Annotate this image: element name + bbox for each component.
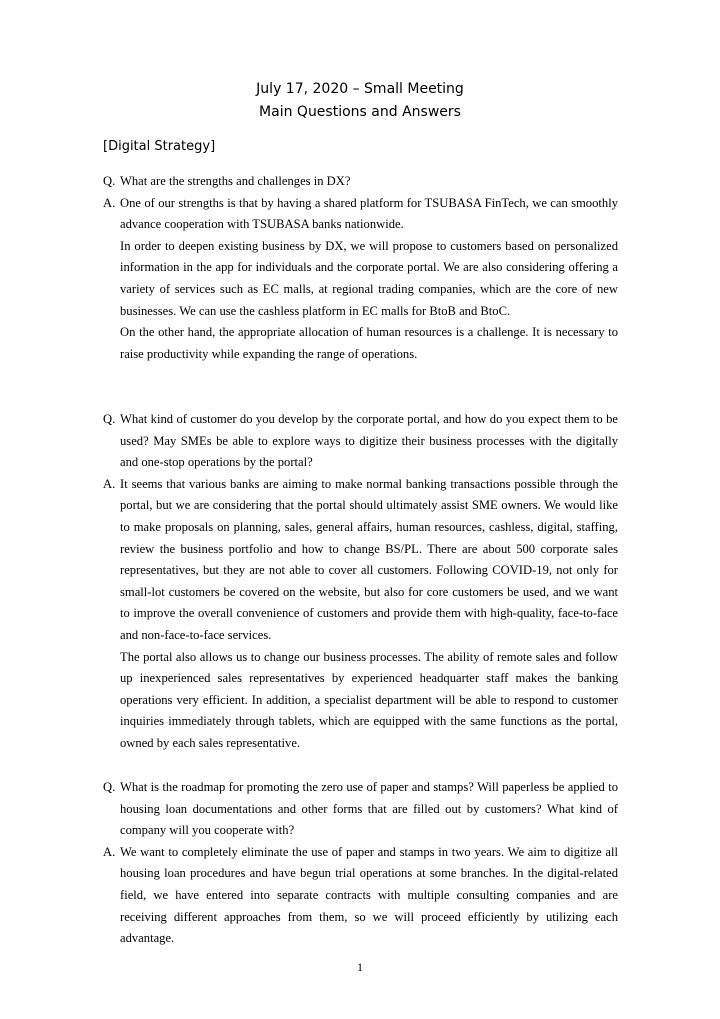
question-2	[103, 409, 618, 474]
qa-block-1	[103, 171, 618, 365]
answer-paragraph: In order to deepen existing business by DX, we will propose to customers based on personalized information in the app for individuals and the corporate portal. We are also considering offering a variety of services such as EC malls, at regional trading companies, which are the core of new businesses. We can use the cashless platform in EC malls for BtoB and BtoC.	[120, 238, 618, 318]
qa-block-3	[103, 777, 618, 950]
answer-paragraph: On the other hand, the appropriate allocation of human resources is a challenge. It is necessary to raise productivity while expanding the range of operations.	[120, 325, 618, 361]
question-text: What are the strengths and challenges in DX?	[120, 174, 351, 188]
answer-label: A.	[103, 195, 116, 210]
page-number: 1	[357, 960, 363, 974]
answer-paragraph: The portal also allows us to change our business processes. The ability of remote sales and follow up inexperienced sales representatives by experienced headquarter staff makes the banking operations very efficient. In addition, a specialist department will be able to respond to customer inquiries immediately through tablets, which are equipped with the same functions as the portal, owned by each sales representative.	[120, 649, 618, 750]
answer-paragraph: It seems that various banks are aiming to make normal banking transactions possible through the portal, but we are considering that the portal should ultimately assist SME owners. We would like to make proposals on planning, sales, general affairs, human resources, cashless, digital, staffing, review the business portfolio and how to change BS/PL. There are about 500 corporate sales representatives, but they are not able to cover all customers. Following COVID-19, not only for small-lot customers be covered on the website, but also for core customers be used, and we want to improve the overall convenience of customers and provide them with high-quality, face-to-face and non-face-to-face services.	[120, 476, 618, 642]
qa-block-2	[103, 409, 618, 755]
answer-label: A.	[103, 476, 116, 491]
answer-label: A.	[103, 844, 116, 859]
answer-paragraph: We want to completely eliminate the use of paper and stamps in two years. We aim to digitize all housing loan procedures and have begun trial operations at some branches. In the digital-related field, we have entered into separate contracts with multiple consulting companies and are receiving different approaches from them, so we will proceed efficiently by utilizing each advantage.	[120, 844, 618, 946]
document-title-line-2: Main Questions and Answers	[259, 104, 461, 120]
question-text: What is the roadmap for promoting the zero use of paper and stamps? Will paperless be applied to housing loan documentations and other forms that are filled out by customers? What kind of company will you cooperate with?	[120, 780, 618, 838]
question-text: What kind of customer do you develop by the corporate portal, and how do you expect them to be used? May SMEs be able to explore ways to digitize their business processes with the digitally and one-stop operations by the portal?	[120, 412, 618, 470]
question-label: Q.	[103, 174, 116, 188]
section-heading: [Digital Strategy]	[103, 139, 216, 154]
answer-1	[103, 193, 618, 366]
question-1	[103, 171, 618, 193]
question-label: Q.	[103, 412, 116, 426]
answer-2	[103, 474, 618, 755]
document-title-line-1: July 17, 2020 – Small Meeting	[256, 81, 464, 97]
question-label: Q.	[103, 780, 116, 794]
question-3	[103, 777, 618, 842]
answer-3	[103, 842, 618, 950]
answer-paragraph: One of our strengths is that by having a shared platform for TSUBASA FinTech, we can smoothly advance cooperation with TSUBASA banks nationwide.	[120, 195, 618, 232]
